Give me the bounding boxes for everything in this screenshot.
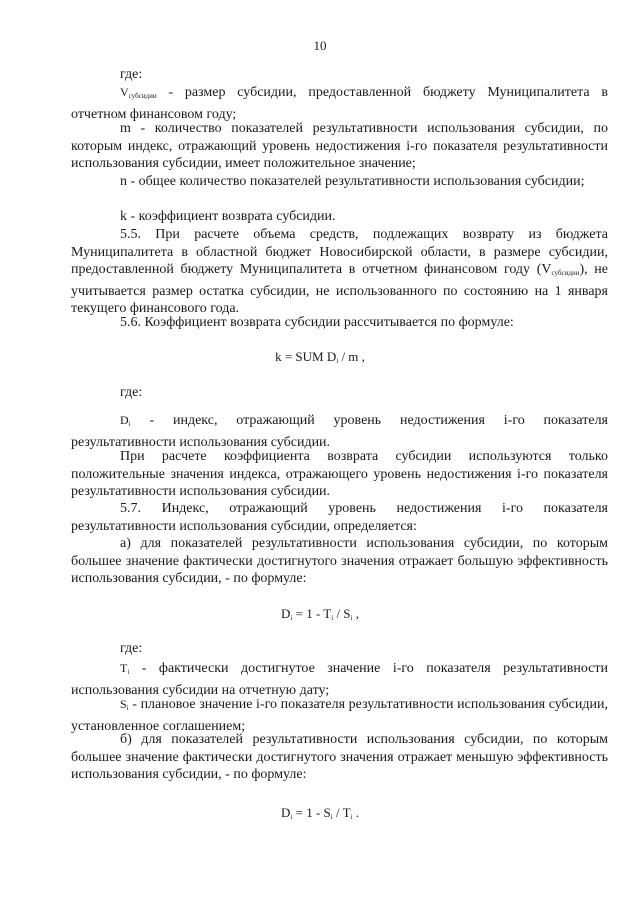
d-symbol: D: [120, 413, 129, 427]
definition-s: $S_i$ - плановое значение i-го показателя результативности использования субсидии, установленное соглашением;: [71, 697, 608, 734]
formula-k: k = SUM $D_i$ / m ,: [275, 349, 365, 365]
definition-n: n - общее количество показателей результативности использования субсидии;: [120, 174, 585, 189]
formula-di-2: $D_i = 1 - S_i / T_i$ .: [281, 805, 359, 821]
formula-di-1: $D_i = 1 - T_i / S_i$ ,: [281, 606, 359, 622]
where-label-1: где:: [120, 67, 143, 82]
definition-k: k - коэффициент возврата субсидии.: [120, 209, 336, 224]
t-symbol: T: [120, 661, 128, 675]
v-subsidy-subscript: субсидии: [551, 269, 580, 277]
paragraph-5-6: 5.6. Коэффициент возврата субсидии рассчитывается по формуле:: [120, 315, 514, 330]
v-subscript: субсидии: [128, 92, 157, 100]
definition-d: $D_i$ - индекс, отражающий уровень недостижения i-го показателя результативности использования субсидии.: [71, 413, 608, 450]
definition-m: m - количество показателей результативности использования субсидии, по которым индекс, отражающий уровень недостижения i-го показателя результативности использования субсидии, имеет положительное значение;: [71, 121, 608, 171]
v-definition-text: - размер субсидии, предоставленной бюджету Муниципалитета в отчетном финансовом году;: [71, 85, 608, 122]
definition-t: $T_i$ - фактически достигнутое значение i-го показателя результативности использования субсидии на отчетную дату;: [71, 661, 608, 698]
definition-v-subsidy: [71, 84, 608, 123]
s-symbol: S: [120, 697, 127, 711]
where-label-3: где:: [120, 641, 143, 656]
where-label-2: где:: [120, 385, 143, 400]
v-symbol: V: [120, 85, 129, 99]
page-number: 10: [313, 38, 327, 53]
paragraph-5-7: 5.7. Индекс, отражающий уровень недостижения i-го показателя результативности использования субсидии, определяется:: [71, 501, 608, 534]
paragraph-5-5: 5.5. При расчете объема средств, подлежащих возврату из бюджета Муниципалитета в областной бюджет Новосибирской области, в размере субсидии, предоставленной бюджету Муниципалитета в отчетном финансовом году $(V_{субсидии})$, не учитывается размер остатка субсидии, не использованного по состоянию на 1 января текущего финансового года.: [71, 227, 609, 316]
paragraph-a: а) для показателей результативности использования субсидии, по которым большее значение фактически достигнутого значения отражает большую эффективность использования субсидии, - по формуле:: [71, 536, 608, 586]
paragraph-calc-positive: При расчете коэффициента возврата субсидии используются только положительные значения индекса, отражающего уровень недостижения i-го показателя результативности использования субсидии.: [71, 449, 608, 499]
paragraph-b: б) для показателей результативности использования субсидии, по которым большее значение фактически достигнутого значения отражает меньшую эффективность использования субсидии, - по формуле:: [71, 732, 608, 782]
